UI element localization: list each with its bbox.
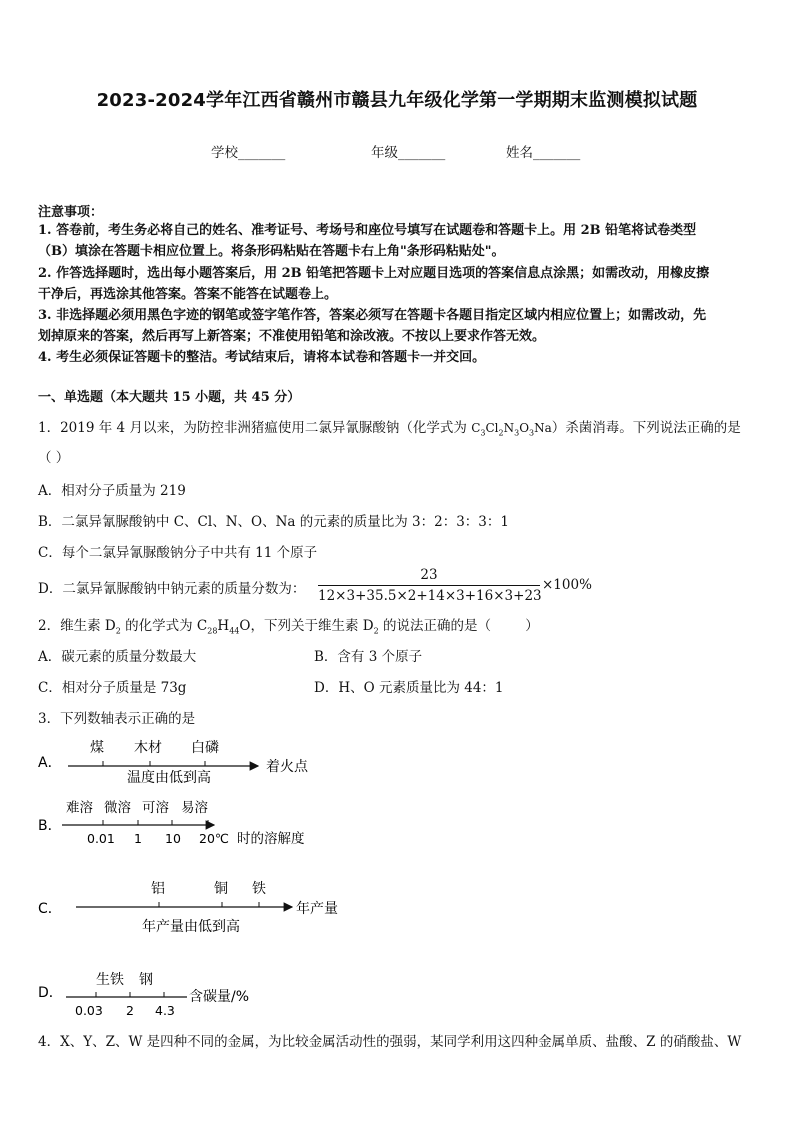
- grade-field: 年级_______: [371, 145, 446, 161]
- label-carbon-content: 含碳量/%: [189, 989, 250, 1005]
- tick-10: 10: [165, 831, 181, 846]
- label-white-phosphorus: 白磷: [191, 740, 219, 756]
- fraction-numerator: 23: [420, 567, 438, 583]
- tick-4-3: 4.3: [155, 1003, 175, 1018]
- option-b-letter: B．: [38, 818, 62, 834]
- notice-line-5: 3. 非选择题必须用黑色字迹的钢笔或签字笔作答，答案必须写在答题卡各题目指定区域内相应位置上；如需改动，先: [38, 308, 707, 323]
- option-a-letter: A．: [38, 755, 62, 771]
- notice-line-6: 划掉原来的答案，然后再写上新答案；不准使用铅笔和涂改液。不按以上要求作答无效。: [38, 329, 546, 344]
- number-line-figures: [0, 730, 794, 1030]
- label-aluminum: 铝: [151, 881, 165, 897]
- question-1-paren: （ ）: [38, 450, 70, 466]
- tick-20c: 20℃: [199, 831, 229, 846]
- notice-line-3: 2. 作答选择题时，选出每小题答案后，用 2B 铅笔把答题卡上对应题目选项的答案信息点涂黑；如需改动，用橡皮擦: [38, 266, 710, 281]
- label-annual-output: 年产量: [296, 901, 338, 917]
- tick-0-01: 0.01: [87, 831, 115, 846]
- tick-2: 2: [126, 1003, 134, 1018]
- fraction-denominator: 12×3+35.5×2+14×3+16×3+23: [318, 588, 542, 604]
- question-2-stem: 2．维生素 $D_2$ 的化学式为 $C_{28}H_{44}O$，下列关于维生素 $D_2$ 的说法正确的是（ ）: [38, 618, 539, 636]
- question-1-stem: 1．2019 年 4 月以来，为防控非洲猪瘟使用二氯异氰脲酸钠（化学式为 $C_3Cl_2N_3O_3Na$）杀菌消毒。下列说法正确的是: [38, 420, 741, 438]
- question-2-option-d: D．H、O 元素质量比为 44：1: [314, 680, 504, 696]
- question-1-option-c: C．每个二氯异氰脲酸钠分子中共有 11 个原子: [38, 545, 318, 561]
- label-temperature: 温度由低到高: [127, 770, 211, 786]
- mass-fraction: [318, 566, 540, 605]
- question-1-option-b: B．二氯异氰脲酸钠中 C、Cl、N、O、Na 的元素的质量比为 3：2：3：3：1: [38, 514, 509, 530]
- label-production: 年产量由低到高: [142, 919, 240, 935]
- school-field: 学校_______: [211, 145, 286, 161]
- label-copper: 铜: [214, 881, 228, 897]
- number-line-a: [38, 739, 309, 786]
- tick-0-03: 0.03: [75, 1003, 103, 1018]
- label-coal: 煤: [90, 740, 104, 756]
- number-line-c: [38, 880, 338, 935]
- question-1-option-a: A．相对分子质量为 219: [38, 483, 186, 499]
- notice-line-7: 4. 考生必须保证答题卡的整洁。考试结束后，请将本试卷和答题卡一并交回。: [38, 350, 486, 365]
- page-title: 2023-2024学年江西省赣州市赣县九年级化学第一学期期末监测模拟试题: [96, 90, 698, 111]
- tick-1: 1: [134, 831, 142, 846]
- number-line-d: [38, 971, 249, 1018]
- notice-line-4: 干净后，再选涂其他答案。答案不能答在试题卷上。: [38, 287, 338, 302]
- section-heading: 一、单选题（本大题共 15 小题，共 45 分）: [38, 390, 301, 405]
- notice-heading: 注意事项：: [38, 205, 104, 220]
- notice-line-2: （B）填涂在答题卡相应位置上。将条形码粘贴在答题卡右上角"条形码粘贴处"。: [38, 244, 505, 259]
- label-very-soluble: 易溶: [181, 800, 208, 816]
- question-2-option-a: A．碳元素的质量分数最大: [38, 649, 197, 665]
- name-field: 姓名_______: [506, 145, 581, 161]
- label-iron: 铁: [252, 881, 266, 897]
- label-ignition-point: 着火点: [266, 759, 308, 775]
- question-3-stem: 3．下列数轴表示正确的是: [38, 711, 196, 727]
- label-solubility: 时的溶解度: [237, 831, 305, 847]
- question-2-option-c: C．相对分子质量是 73g: [38, 680, 187, 696]
- label-steel: 钢: [139, 972, 153, 988]
- label-pig-iron: 生铁: [96, 972, 124, 988]
- question-1-option-d: D．二氯异氰脲酸钠中钠元素的质量分数为：: [38, 581, 306, 597]
- number-line-b: [38, 799, 305, 847]
- label-wood: 木材: [134, 740, 162, 756]
- option-c-letter: C．: [38, 901, 62, 917]
- label-insoluble: 难溶: [66, 800, 93, 816]
- label-soluble: 可溶: [142, 800, 169, 816]
- label-slightly-soluble: 微溶: [104, 800, 131, 816]
- option-d-letter: D．: [38, 985, 63, 1001]
- question-4-stem: 4．X、Y、Z、W 是四种不同的金属，为比较金属活动性的强弱，某同学利用这四种金属单质、盐酸、Z 的硝酸盐、W: [38, 1034, 742, 1050]
- fraction-suffix: ×100%: [542, 577, 592, 593]
- question-2-option-b: B．含有 3 个原子: [314, 649, 423, 665]
- formula: $C_3Cl_2N_3O_3Na$: [471, 421, 552, 438]
- notice-line-1: 1. 答卷前，考生务必将自己的姓名、准考证号、考场号和座位号填写在试题卷和答题卡上。用 2B 铅笔将试卷类型: [38, 223, 697, 238]
- fraction-bar: [318, 585, 540, 586]
